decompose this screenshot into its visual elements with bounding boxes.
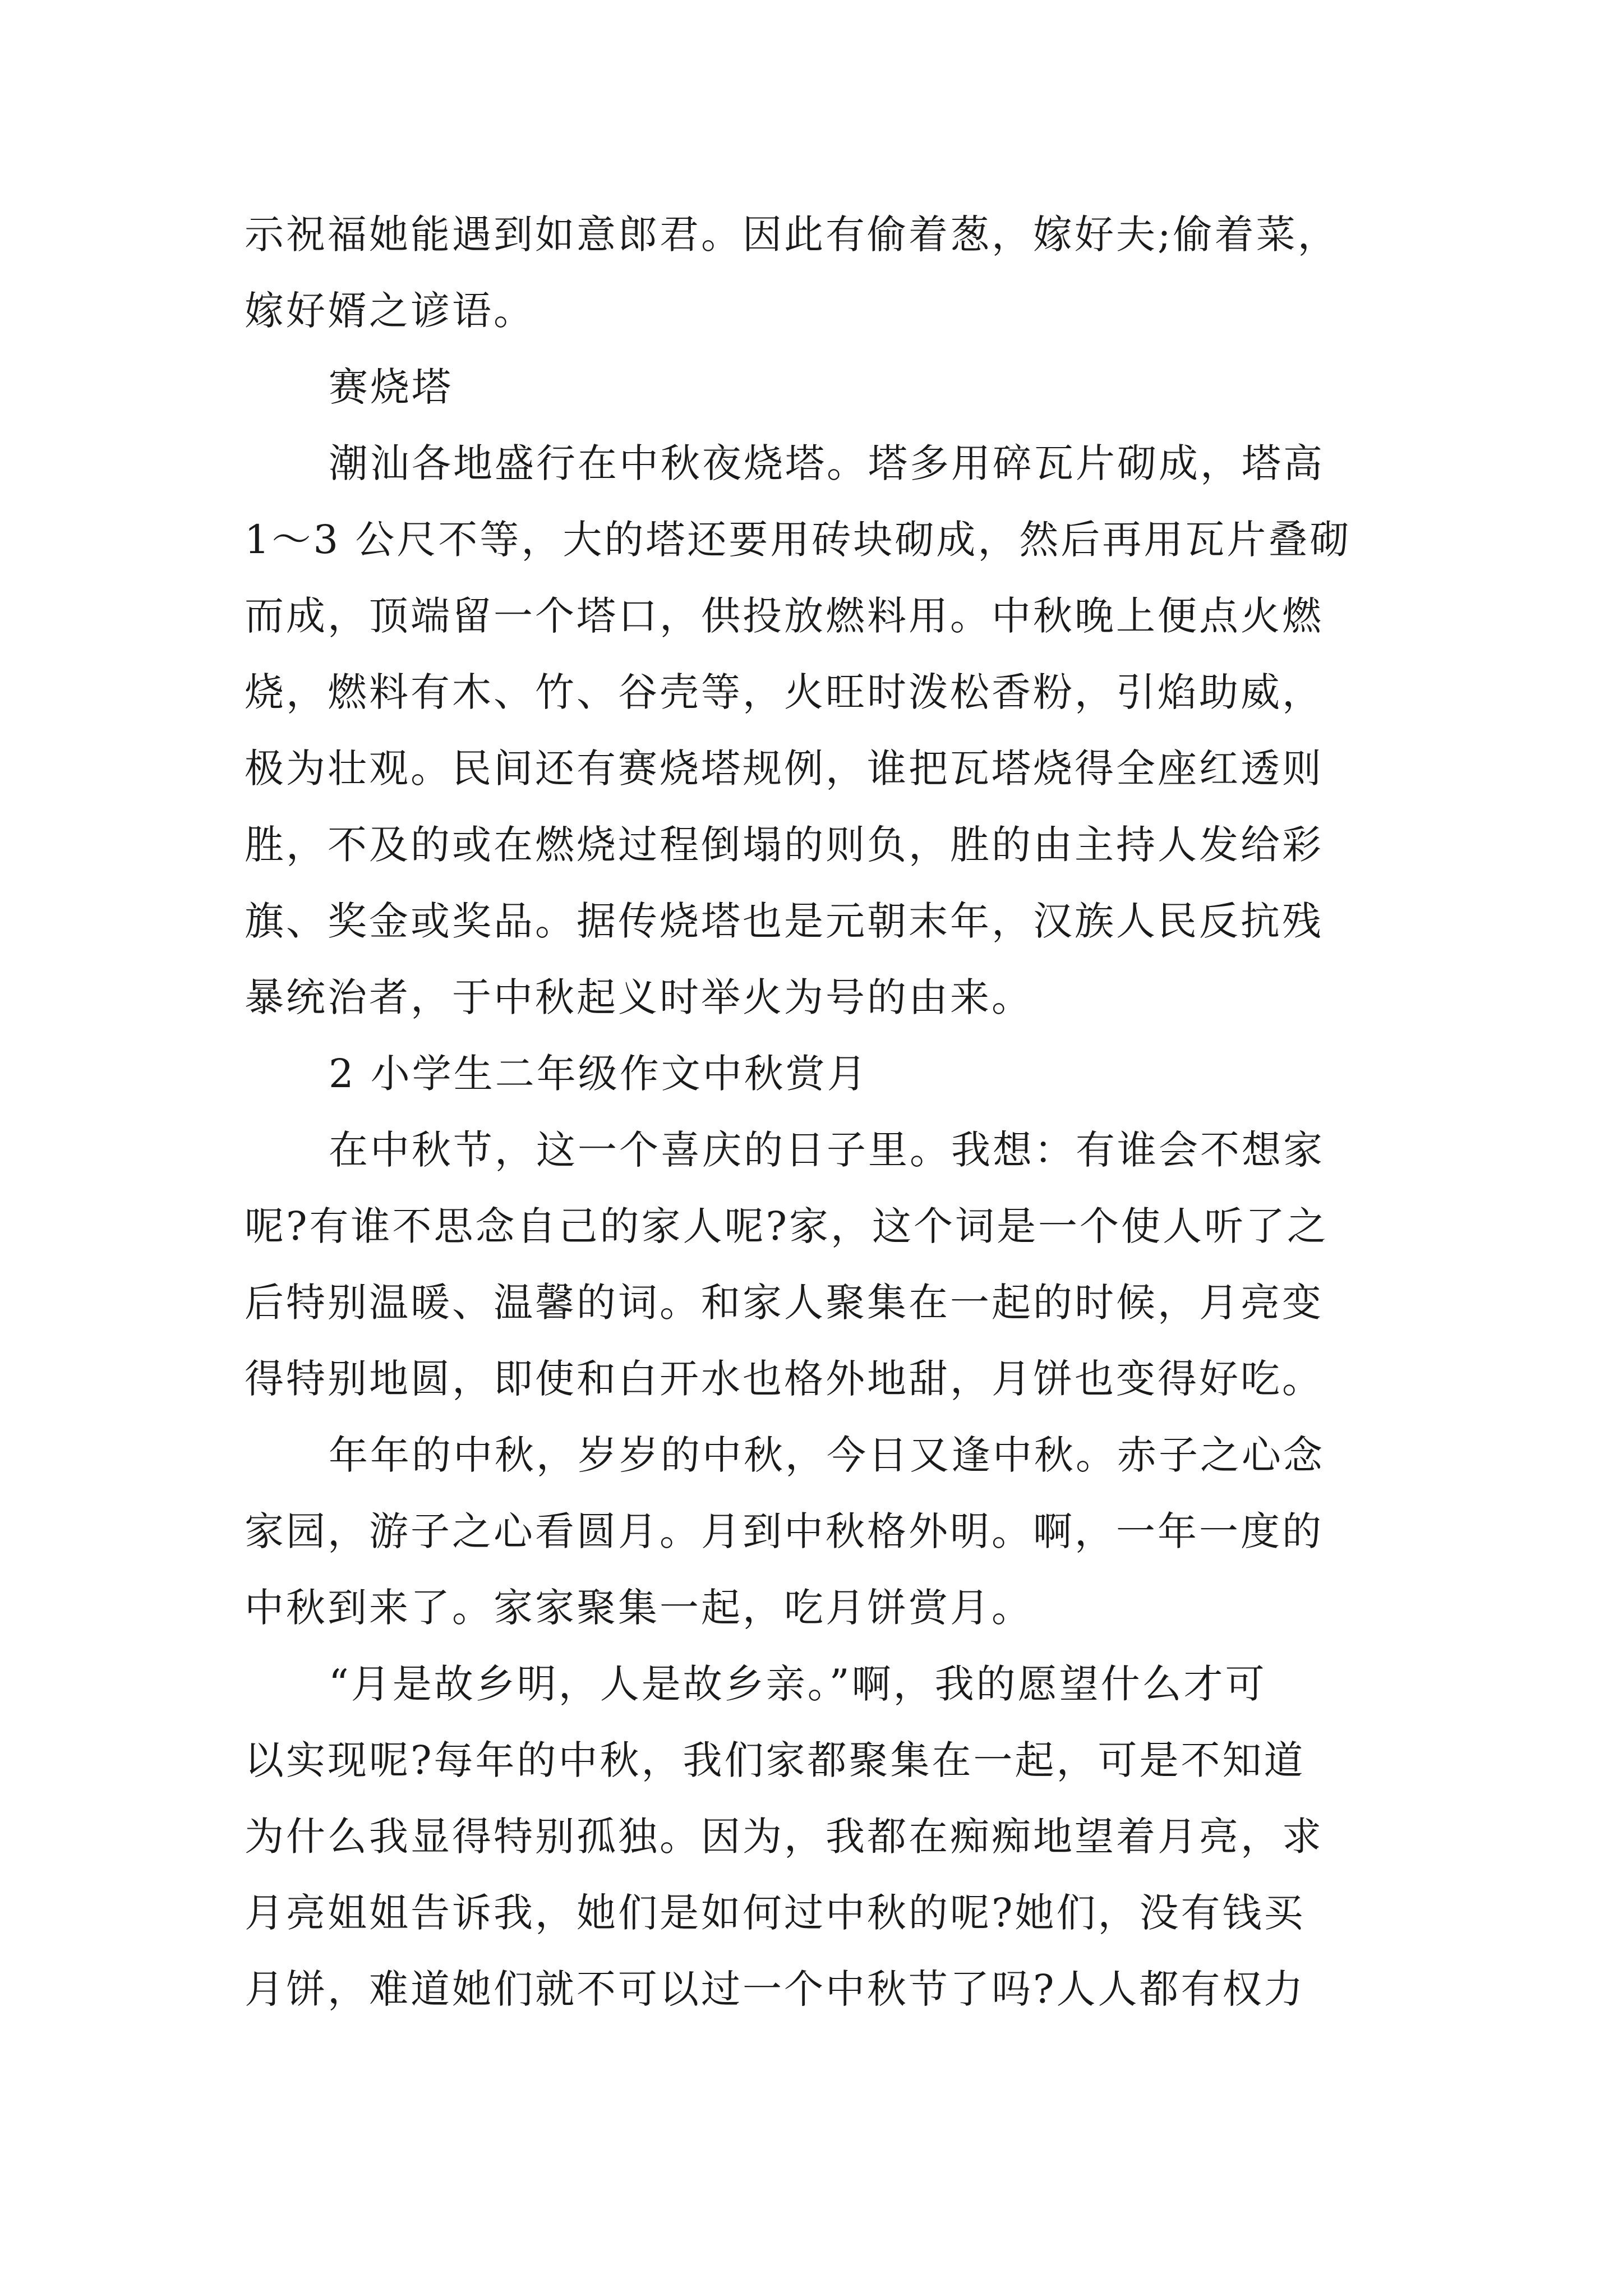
text-line: 而成，顶端留一个塔口，供投放燃料用。中秋晚上便点火燃 [245, 593, 1324, 639]
text-line: 暴统治者，于中秋起义时举火为号的由来。 [245, 974, 1033, 1020]
text-line: 月亮姐姐告诉我，她们是如何过中秋的呢?她们，没有钱买 [245, 1890, 1306, 1936]
text-line: 后特别温暖、温馨的词。和家人聚集在一起的时候，月亮变 [245, 1280, 1324, 1326]
text-line: 示祝福她能遇到如意郎君。因此有偷着葱，嫁好夫;偷着菜， [245, 211, 1339, 257]
text-line: 为什么我显得特别孤独。因为，我都在痴痴地望着月亮，求 [245, 1814, 1324, 1860]
text-line: 以实现呢?每年的中秋，我们家都聚集在一起，可是不知道 [245, 1737, 1306, 1783]
section-heading: 赛烧塔 [329, 364, 453, 410]
text-line: 潮汕各地盛行在中秋夜烧塔。塔多用碎瓦片砌成，塔高 [329, 440, 1325, 486]
text-line: 得特别地圆，即使和白开水也格外地甜，月饼也变得好吃。 [245, 1356, 1324, 1402]
document-body [245, 196, 1408, 2027]
text-line: 胜，不及的或在燃烧过程倒塌的则负，胜的由主持人发给彩 [245, 822, 1324, 868]
text-line: 嫁好婿之谚语。 [245, 288, 535, 334]
text-line: 中秋到来了。家家聚集一起，吃月饼赏月。 [245, 1585, 1033, 1631]
section-heading: 2 小学生二年级作文中秋赏月 [329, 1051, 869, 1097]
text-line: 极为壮观。民间还有赛烧塔规例，谁把瓦塔烧得全座红透则 [245, 746, 1324, 792]
text-line: 在中秋节，这一个喜庆的日子里。我想：有谁会不想家 [329, 1127, 1325, 1173]
text-line: 月饼，难道她们就不可以过一个中秋节了吗?人人都有权力 [245, 1966, 1306, 2012]
text-line: 烧，燃料有木、竹、谷壳等，火旺时泼松香粉，引焰助威， [245, 669, 1324, 715]
text-line: 1～3 公尺不等，大的塔还要用砖块砌成，然后再用瓦片叠砌 [245, 517, 1352, 563]
text-line: 呢?有谁不思念自己的家人呢?家，这个词是一个使人听了之 [245, 1203, 1329, 1249]
text-line: 家园，游子之心看圆月。月到中秋格外明。啊，一年一度的 [245, 1508, 1324, 1554]
text-line: 年年的中秋，岁岁的中秋，今日又逢中秋。赤子之心念 [329, 1432, 1325, 1478]
text-line: 旗、奖金或奖品。据传烧塔也是元朝末年，汉族人民反抗残 [245, 898, 1324, 944]
text-line: “月是故乡明，人是故乡亲。”啊，我的愿望什么才可 [329, 1661, 1267, 1707]
